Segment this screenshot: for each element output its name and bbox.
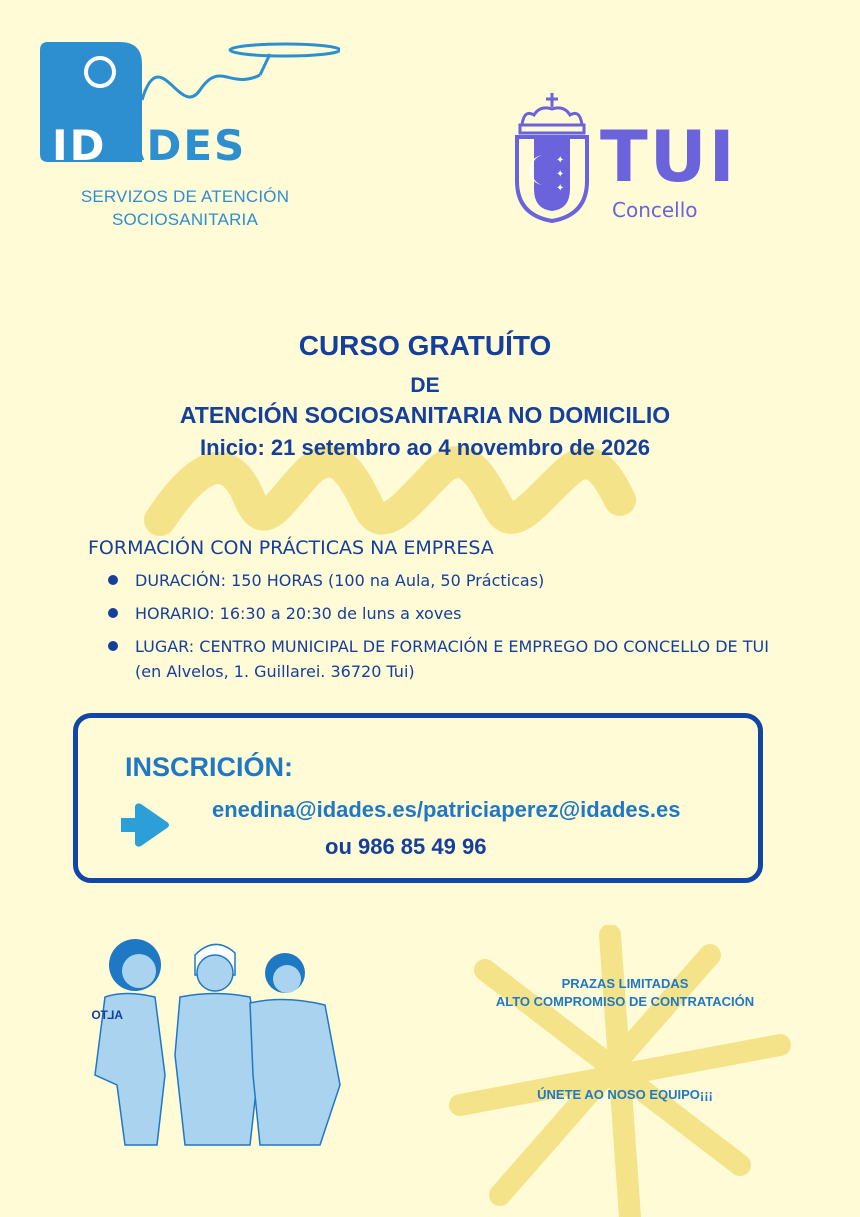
idades-subtitle-line2: SOCIOSANITARIA (111, 210, 259, 229)
inscription-phone: ou 986 85 49 96 (325, 834, 487, 859)
course-de: DE (410, 374, 440, 397)
bullet-icon (108, 575, 118, 585)
tui-crest-icon (512, 93, 592, 223)
tui-subtitle: Concello (612, 198, 698, 222)
bullet-icon (108, 608, 118, 618)
svg-text:ID: ID (52, 121, 107, 170)
formation-item: HORARIO: 16:30 a 20:30 de luns a xoves (108, 601, 808, 626)
formation-item: DURACIÓN: 150 HORAS (100 na Aula, 50 Prácticas) (108, 568, 808, 593)
bullet-icon (108, 641, 118, 651)
formation-item: LUGAR: CENTRO MUNICIPAL DE FORMACIÓN E EMPREGO DO CONCELLO DE TUI (en Alvelos, 1. Guillarei. 36720 Tui) (108, 634, 775, 684)
idades-subtitle-line1: SERVIZOS DE ATENCIÓN (80, 187, 290, 206)
star-decoration (440, 925, 800, 1217)
join-team: ÚNETE AO NOSO EQUIPO¡¡¡ (537, 1087, 713, 1102)
course-name: ATENCIÓN SOCIOSANITARIA NO DOMICILIO (179, 402, 671, 428)
formation-heading: FORMACIÓN CON PRÁCTICAS NA EMPRESA (88, 537, 494, 559)
tui-logo-text: TUI (600, 116, 737, 198)
formation-list (108, 568, 808, 692)
people-illustration (85, 935, 355, 1150)
svg-text:✦: ✦ (556, 155, 565, 166)
idades-logo (30, 30, 340, 180)
limited-places: PRAZAS LIMITADAS (561, 976, 689, 991)
inscription-title: INSCRICIÓN: (125, 752, 293, 782)
inscription-email-link[interactable]: enedina@idades.es/patriciaperez@idades.es (212, 797, 681, 822)
svg-text:✦: ✦ (556, 183, 565, 194)
hiring-commitment: ALTO COMPROMISO DE CONTRATACIÓN (495, 994, 755, 1009)
course-title: CURSO GRATUÍTO (298, 330, 552, 361)
arrow-right-icon (117, 800, 171, 850)
svg-text:ADES: ADES (112, 121, 247, 170)
svg-text:✦: ✦ (556, 169, 565, 180)
shirt-text: ALTO (91, 1008, 123, 1022)
course-dates: Inicio: 21 setembro ao 4 novembro de 2026 (200, 435, 650, 460)
